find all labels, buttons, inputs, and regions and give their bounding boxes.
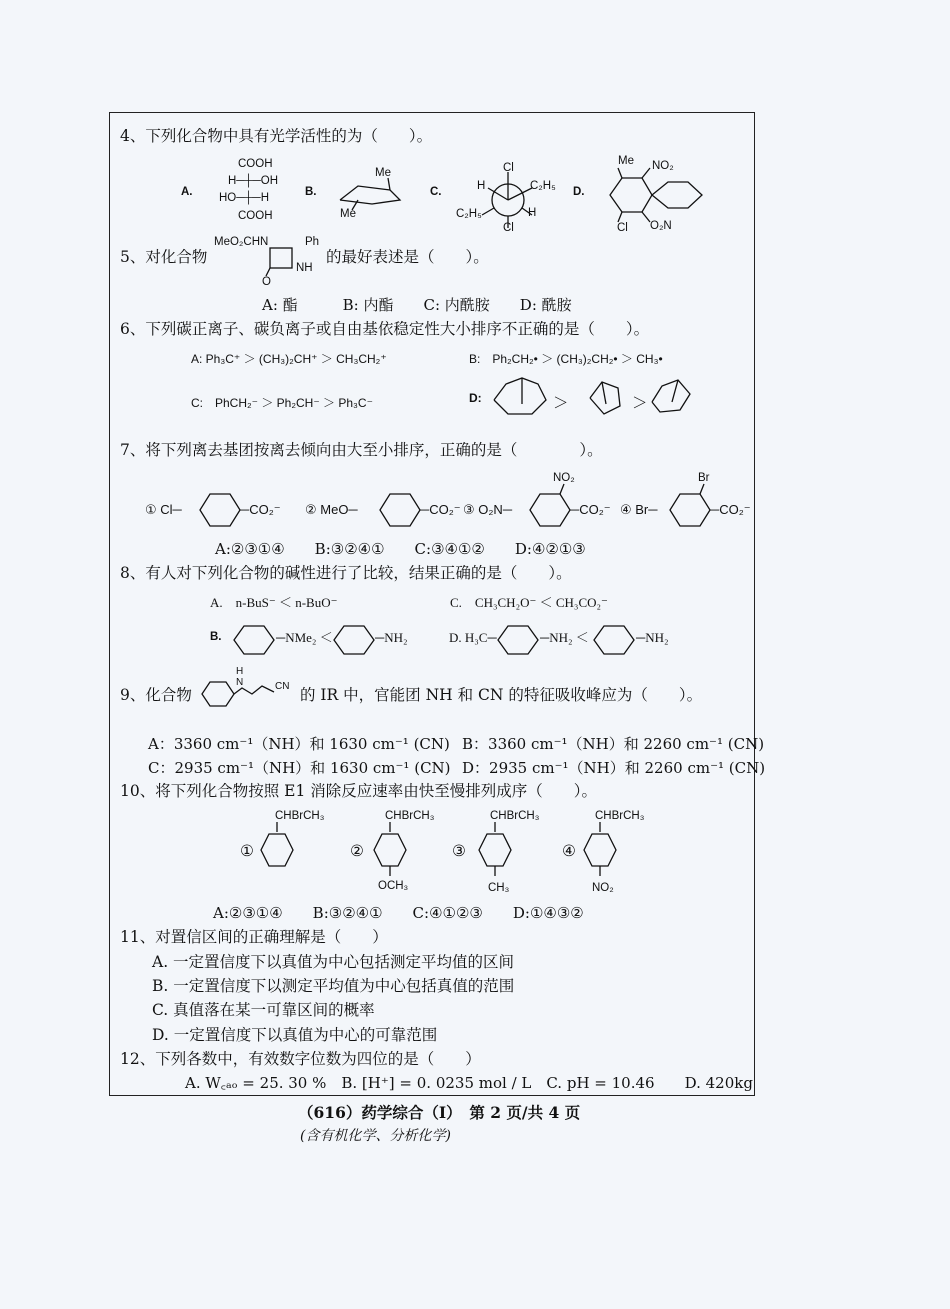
- q10-n3: ③: [452, 842, 466, 860]
- q8-d-end: ─NH₂: [636, 630, 669, 645]
- q4-c-h2: H: [528, 207, 537, 219]
- q6-gt2: ＞: [632, 394, 648, 412]
- q10-n4: ④: [562, 842, 576, 860]
- q6-d-bicyclic-cations: [492, 374, 702, 422]
- q12-options: A. W꜀ₐₒ = 25. 30 % B. [H⁺] = 0. 0235 mol / L C. pH = 10.46 D. 420kg: [185, 1074, 753, 1092]
- q4-a-row1: H─┼─OH: [228, 175, 278, 187]
- q12-stem: 12、下列各数中，有效数字位数为四位的是（ ）: [120, 1050, 481, 1068]
- q4-a-bot: COOH: [238, 210, 273, 222]
- q9-stem-a: 9、化合物: [120, 686, 192, 704]
- q7-l1: ① Cl─: [145, 502, 182, 517]
- q10-no2: NO₂: [592, 882, 614, 894]
- q9-option-c: C：2935 cm⁻¹（NH）和 1630 cm⁻¹ (CN): [148, 759, 451, 777]
- q10-sub2: CHBrCH₃: [385, 810, 435, 822]
- q10-options: A:②③①④ B:③②④① C:④①②③ D:①④③②: [213, 904, 584, 922]
- q9-option-d: D：2935 cm⁻¹（NH）和 2260 cm⁻¹ (CN): [462, 759, 766, 777]
- q9-mol-n: N: [236, 677, 244, 688]
- q4-c-cl2: Cl: [503, 222, 514, 234]
- q7-co2-1: ─CO₂⁻: [240, 502, 281, 517]
- q10-n1: ①: [240, 842, 254, 860]
- q4-d-cl: Cl: [617, 222, 628, 234]
- q9-option-b: B：3360 cm⁻¹（NH）和 2260 cm⁻¹ (CN): [462, 735, 765, 753]
- q7-l3: ③ O₂N─: [463, 502, 513, 517]
- q4-option-a-label: A.: [181, 186, 193, 198]
- q4-c-et1: C₂H₅: [530, 180, 556, 192]
- q10-sub3: CHBrCH₃: [490, 810, 540, 822]
- q8-option-c: C. CH₃CH₂O⁻ ＜ CH₃CO₂⁻: [450, 595, 608, 610]
- q11-stem: 11、对置信区间的正确理解是（ ）: [120, 928, 388, 946]
- q7-l4: ④ Br─: [620, 502, 658, 517]
- q6-stem: 6、下列碳正离子、碳负离子或自由基依稳定性大小排序不正确的是（ ）。: [120, 320, 650, 338]
- q9-mol-cn: CN: [275, 681, 290, 692]
- q8-option-d: D. H₃C─: [449, 630, 497, 645]
- q10-sub1: CHBrCH₃: [275, 810, 325, 822]
- q7-stem: 7、将下列离去基团按离去倾向由大至小排序，正确的是（ ）。: [120, 441, 603, 459]
- q10-stem: 10、将下列化合物按照 E1 消除反应速率由快至慢排列成序（ ）。: [120, 782, 598, 800]
- q6-option-c: C: PhCH₂⁻ ＞ Ph₂CH⁻ ＞ Ph₃C⁻: [191, 396, 373, 410]
- q4-d-me: Me: [618, 155, 634, 167]
- q4-c-cl1: Cl: [503, 162, 514, 174]
- q4-d-no2a: NO₂: [652, 160, 674, 172]
- q4-option-d-label: D.: [573, 186, 585, 198]
- q7-co2-4: ─CO₂⁻: [710, 502, 751, 517]
- q4-option-b-label: B.: [305, 186, 317, 198]
- q4-c-newman: [470, 160, 560, 240]
- q6-gt1: ＞: [553, 394, 569, 412]
- q7-co2-2: ─CO₂⁻: [420, 502, 461, 517]
- q4-d-no2b: O₂N: [650, 220, 672, 232]
- page-footer: （616）药学综合（I） 第 2 页/共 4 页: [298, 1103, 581, 1122]
- q5-options: A: 酯 B: 内酯 C: 内酰胺 D: 酰胺: [262, 296, 572, 314]
- q9-stem-b: 的 IR 中，官能团 NH 和 CN 的特征吸收峰应为（ ）。: [300, 686, 703, 704]
- q10-sub4: CHBrCH₃: [595, 810, 645, 822]
- q7-co2-3: ─CO₂⁻: [570, 502, 611, 517]
- q4-c-h1: H: [477, 180, 486, 192]
- q6-option-b: B: Ph₂CH₂• ＞ (CH₃)₂CH₂• ＞ CH₃•: [469, 352, 663, 366]
- q4-c-et2: C₂H₅: [456, 208, 482, 220]
- q9-option-a: A：3360 cm⁻¹（NH）和 1630 cm⁻¹ (CN): [148, 735, 450, 753]
- q4-option-c-label: C.: [430, 186, 442, 198]
- q8-b-mid: ─NMe₂ ＜: [276, 630, 333, 645]
- q9-mol-h: H: [236, 666, 244, 677]
- q7-no2: NO₂: [553, 472, 575, 484]
- q5-mol-c: NH: [296, 262, 313, 274]
- q5-mol-b: Ph: [305, 236, 320, 248]
- q11-option-d: D. 一定置信度下以真值为中心的可靠范围: [152, 1026, 438, 1044]
- q5-stem-a: 5、对化合物: [120, 248, 208, 266]
- q4-stem: 4、下列化合物中具有光学活性的为（ ）。: [120, 127, 433, 145]
- q11-option-b: B. 一定置信度下以测定平均值为中心包括真值的范围: [152, 977, 515, 995]
- q5-mol-a: MeO₂CHN: [214, 236, 269, 248]
- q4-a-row2: HO─┼─H: [219, 192, 269, 204]
- q6-option-d-label: D:: [469, 391, 482, 405]
- q4-a-top: COOH: [238, 158, 273, 170]
- q8-b-end: ─NH₂: [375, 630, 408, 645]
- q4-b-me2: Me: [340, 208, 356, 220]
- q5-stem-b: 的最好表述是（ ）。: [326, 248, 489, 266]
- q6-option-a: A: Ph₃C⁺ ＞ (CH₃)₂CH⁺ ＞ CH₃CH₂⁺: [191, 352, 387, 366]
- q11-option-c: C. 真值落在某一可靠区间的概率: [152, 1001, 375, 1019]
- q5-mol-d: O: [262, 276, 271, 288]
- q7-l2: ② MeO─: [305, 502, 358, 517]
- q7-options: A:②③①④ B:③②④① C:③④①② D:④②①③: [215, 540, 586, 558]
- q11-option-a: A. 一定置信度下以真值为中心包括测定平均值的区间: [152, 953, 515, 971]
- q4-b-me1: Me: [375, 167, 391, 179]
- q8-option-b-label: B.: [210, 631, 222, 643]
- q10-och3: OCH₃: [378, 880, 409, 892]
- q10-n2: ②: [350, 842, 364, 860]
- q8-stem: 8、有人对下列化合物的碱性进行了比较，结果正确的是（ ）。: [120, 564, 572, 582]
- q8-option-a: A. n-BuS⁻ ＜ n-BuO⁻: [210, 595, 338, 610]
- q7-br: Br: [698, 472, 710, 484]
- q10-ch3: CH₃: [488, 882, 510, 894]
- q8-d-mid: ─NH₂ ＜: [540, 630, 589, 645]
- handwritten-note: (含有机化学、分析化学): [300, 1128, 451, 1144]
